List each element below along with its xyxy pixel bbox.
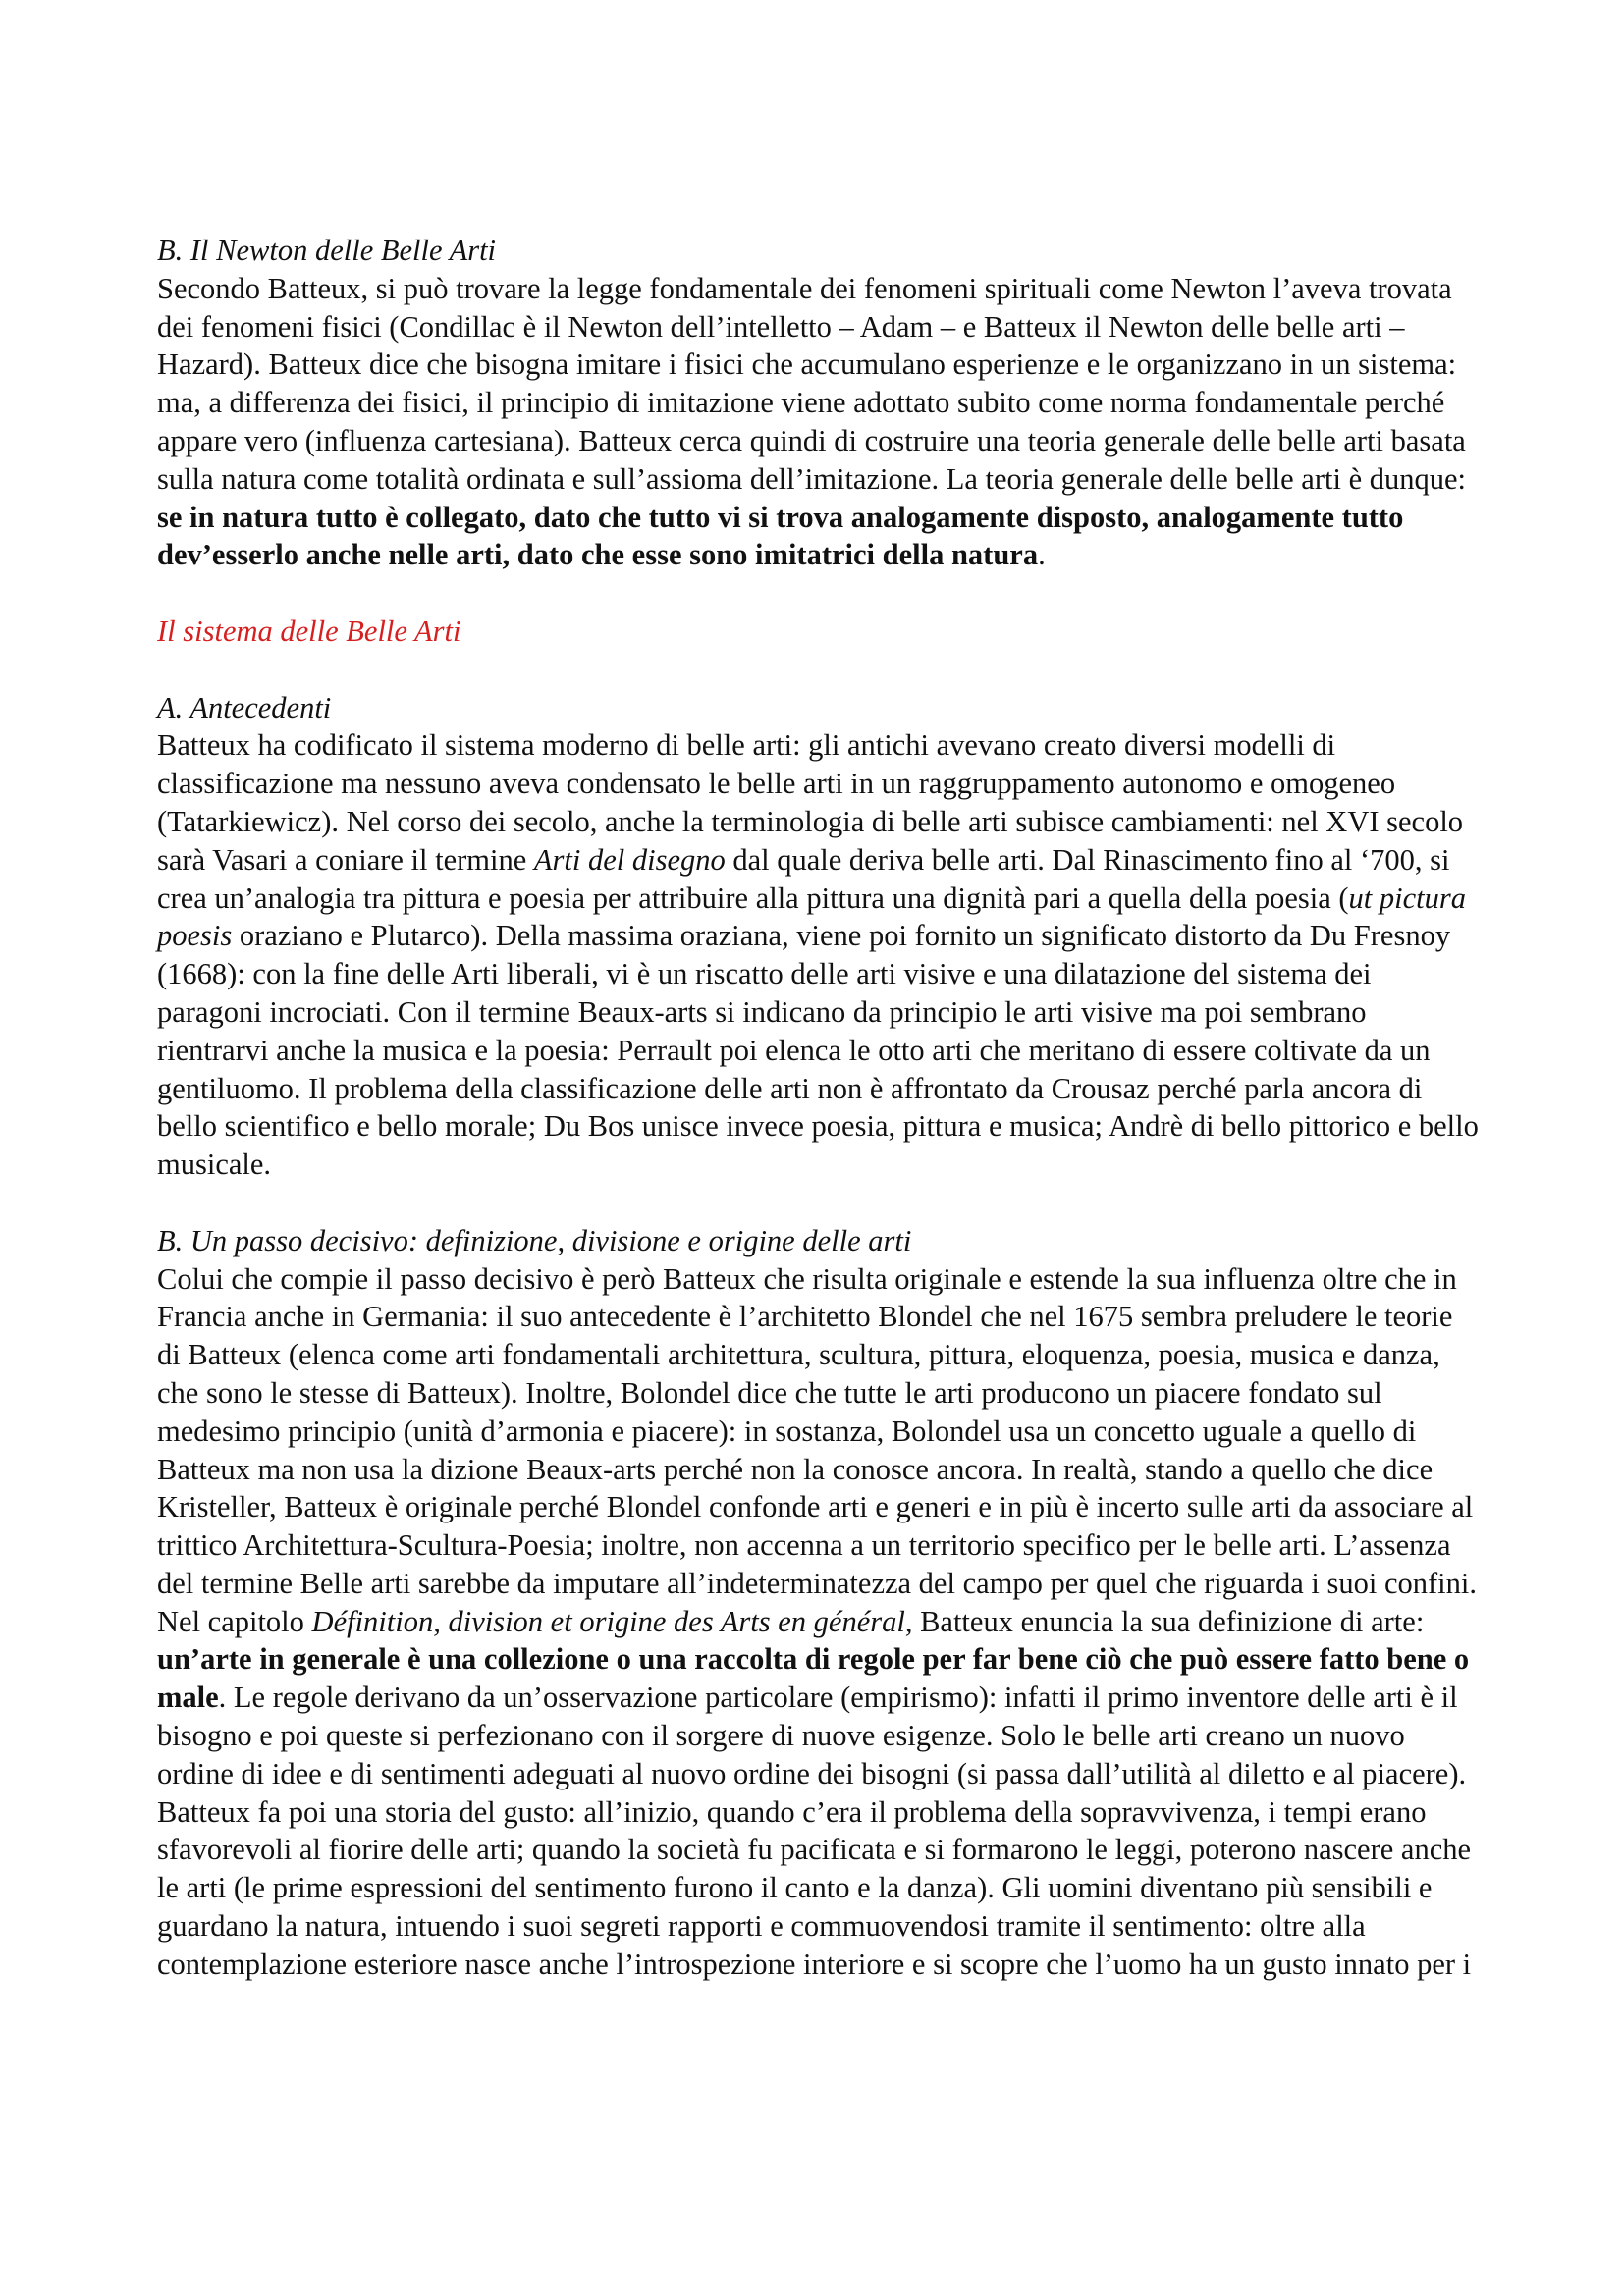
- paragraph-passo-text-2: Batteux enuncia la sua definizione di arte:: [912, 1604, 1425, 1638]
- paragraph-passo-decisivo: [157, 1260, 1483, 1984]
- heading-newton-belle-arti: B. Il Newton delle Belle Arti: [157, 234, 497, 267]
- paragraph-newton: [157, 270, 1483, 574]
- paragraph-passo-text-3: . Le regole derivano da un’osservazione particolare (empirismo): infatti il primo inventore delle arti è il bisogno e poi queste si perfezionano con il sorgere di nuove esigenze. Solo le belle arti creano un nuovo ordine di idee e di sentimenti adeguati al nuovo ordine dei bisogni (si passa dall’utilità al diletto e al piacere). Batteux fa poi una storia del gusto: all’inizio, quando c’era il problema della sopravvivenza, i tempi erano sfavorevoli al fiorire delle arti; quando la società fu pacificata e si formarono le leggi, poterono nascere anche le arti (le prime espressioni del sentimento furono il canto e la danza). Gli uomini diventano più sensibili e guardano la natura, intuendo i suoi segreti rapporti e commuovendosi tramite il sentimento: oltre alla contemplazione esteriore nasce anche l’introspezione interiore e si scopre che l’uomo ha un gusto innato per i: [157, 1681, 1472, 1981]
- paragraph-antecedenti-italic-1: Arti del disegno: [533, 842, 726, 877]
- spacer: [157, 1184, 1483, 1222]
- document-page: [157, 232, 1483, 1984]
- paragraph-passo-text-1: Colui che compie il passo decisivo è però Batteux che risulta originale e estende la sua influenza oltre che in Francia anche in Germania: il suo antecedente è l’architetto Blondel che nel 1675 sembra preludere le teorie di Batteux (elenca come arti fondamentali architettura, scultura, pittura, eloquenza, poesia, musica e danza, che sono le stesse di Batteux). Inoltre, Bolondel dice che tutte le arti producono un piacere fondato sul medesimo principio (unità d’armonia e piacere): in sostanza, Bolondel usa un concetto uguale a quello di Batteux ma non usa la dizione Beaux-arts perché non la conosce ancora. In realtà, stando a quello che dice Kristeller, Batteux è originale perché Blondel confonde arti e generi e in più è incerto sulle arti da associare al trittico Architettura-Scultura-Poesia; inoltre, non accenna a un territorio specifico per le belle arti. L’assenza del termine Belle arti sarebbe da imputare all’indeterminatezza del campo per quel che riguarda i suoi confini. Nel capitolo: [157, 1261, 1477, 1638]
- section-title-sistema: Il sistema delle Belle Arti: [157, 614, 461, 648]
- heading-antecedenti: A. Antecedenti: [157, 690, 332, 724]
- paragraph-newton-end: .: [1038, 538, 1046, 572]
- paragraph-antecedenti-italic-2: ut pictura poesis: [157, 881, 1467, 953]
- paragraph-newton-bold: se in natura tutto è collegato, dato che tutto vi si trova analogamente disposto, analogamente tutto dev’esserlo anche nelle arti, dato che esse sono imitatrici della natura: [157, 500, 1404, 572]
- heading-passo-decisivo: B. Un passo decisivo: definizione, divisione e origine delle arti: [157, 1223, 912, 1257]
- paragraph-antecedenti: [157, 726, 1483, 1184]
- spacer: [157, 651, 1483, 689]
- paragraph-antecedenti-text-2: dal quale deriva belle arti. Dal Rinascimento fino al ‘700, si crea un’analogia tra pittura e poesia per attribuire alla pittura una dignità pari a quella della poesia (: [157, 842, 1450, 915]
- spacer: [157, 574, 1483, 613]
- paragraph-passo-italic-1: Définition, division et origine des Arts en général,: [311, 1604, 913, 1638]
- paragraph-antecedenti-text-1: Batteux ha codificato il sistema moderno di belle arti: gli antichi avevano creato diversi modelli di classificazione ma nessuno aveva condensato le belle arti in un raggruppamento autonomo e omogeneo (Tatarkiewicz). Nel corso dei secolo, anche la terminologia di belle arti subisce cambiamenti: nel XVI secolo sarà Vasari a coniare il termine: [157, 728, 1464, 877]
- paragraph-antecedenti-text-3: oraziano e Plutarco). Della massima oraziana, viene poi fornito un significato distorto da Du Fresnoy (1668): con la fine delle Arti liberali, vi è un riscatto delle arti visive e una dilatazione del sistema dei paragoni incrociati. Con il termine Beaux-arts si indicano da principio le arti visive ma poi sembrano rientrarvi anche la musica e la poesia: Perrault poi elenca le otto arti che meritano di essere coltivate da un gentiluomo. Il problema della classificazione delle arti non è affrontato da Crousaz perché parla ancora di bello scientifico e bello morale; Du Bos unisce invece poesia, pittura e musica; Andrè di bello pittorico e bello musicale.: [157, 919, 1479, 1182]
- paragraph-newton-text: Secondo Batteux, si può trovare la legge fondamentale dei fenomeni spirituali come Newton l’aveva trovata dei fenomeni fisici (Condillac è il Newton dell’intelletto – Adam – e Batteux il Newton delle belle arti – Hazard). Batteux dice che bisogna imitare i fisici che accumulano esperienze e le organizzano in un sistema: ma, a differenza dei fisici, il principio di imitazione viene adottato subito come norma fondamentale perché appare vero (influenza cartesiana). Batteux cerca quindi di costruire una teoria generale delle belle arti basata sulla natura come totalità ordinata e sull’assioma dell’imitazione. La teoria generale delle belle arti è dunque:: [157, 271, 1466, 496]
- paragraph-passo-bold: un’arte in generale è una collezione o una raccolta di regole per far bene ciò che può essere fatto bene o male: [157, 1642, 1470, 1715]
